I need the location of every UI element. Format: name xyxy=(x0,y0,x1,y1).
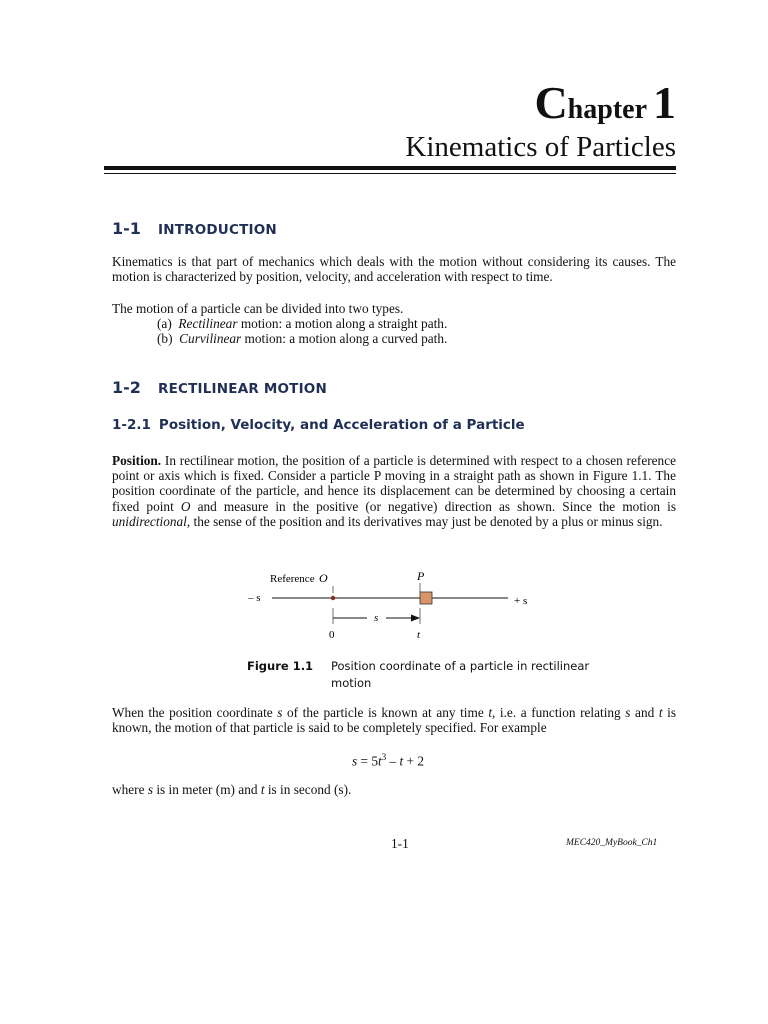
figure-caption-label: Figure 1.1 xyxy=(247,659,314,673)
particle-label: P xyxy=(417,569,425,583)
negative-s-label: – s xyxy=(248,592,261,604)
footer-filename: MEC420_MyBook_Ch1 xyxy=(566,838,658,848)
paragraph-intro: Kinematics is that part of mechanics which deals with the motion without considering its causes. The motion is characterized by position, velocity, and acceleration with respect to time. xyxy=(112,254,676,285)
origin-point xyxy=(331,596,335,600)
positive-s-label: + s xyxy=(514,595,528,607)
paragraph-specified: When the position coordinate s of the particle is known at any time t, i.e. a function relating s and t is known, the motion of that particle is said to be completely specified. For example xyxy=(112,705,676,736)
reference-label: Reference xyxy=(270,573,315,585)
equation-position: $s = 5t^3 - t + 2$ xyxy=(352,752,424,769)
heading-rule-thick xyxy=(104,166,676,170)
figure-rectilinear-diagram xyxy=(0,568,768,648)
heading-rule-thin xyxy=(104,173,676,174)
list-item-rectilinear: (a) Rectilinear motion: a motion along a straight path. xyxy=(157,316,448,331)
dimension-s-label: s xyxy=(374,612,379,624)
arrowhead xyxy=(411,615,420,622)
figure-caption-text: Position coordinate of a particle in rectilinear motion xyxy=(331,659,590,690)
page-number: 1-1 xyxy=(391,836,409,851)
section-heading-intro: 1-1 INTRODUCTION xyxy=(112,219,277,238)
section-heading-rectilinear: 1-2 RECTILINEAR MOTION xyxy=(112,378,327,397)
chapter-number: 1 xyxy=(653,77,676,128)
paragraph-position: Position. In rectilinear motion, the position of a particle is determined with respect to a chosen reference point or axis which is fixed. Consider a particle P moving in a straight path as shown in Figure 1.1. The position coordinate of the particle, and hence its displacement can be determined by choosing a certain fixed point O and measure in the positive (or negative) direction as shown. Since the motion is unidirectional, the sense of the position and its derivatives may just be denoted by a plus or minus sign. xyxy=(112,453,676,529)
paragraph-types: The motion of a particle can be divided into two types. xyxy=(112,301,404,316)
chapter-heading xyxy=(534,77,676,128)
time-label: t xyxy=(417,629,421,641)
zero-label: 0 xyxy=(329,629,335,641)
subsection-heading: 1-2.1 Position, Velocity, and Acceleration of a Particle xyxy=(112,417,525,433)
list-item-curvilinear: (b) Curvilinear motion: a motion along a curved path. xyxy=(157,331,448,346)
figure-caption xyxy=(247,658,627,692)
chapter-word: Chapter xyxy=(534,77,647,128)
origin-label: O xyxy=(319,571,328,585)
chapter-title: Kinematics of Particles xyxy=(405,131,676,163)
particle-block xyxy=(420,592,432,604)
paragraph-units: where s is in meter (m) and t is in second (s). xyxy=(112,782,352,797)
